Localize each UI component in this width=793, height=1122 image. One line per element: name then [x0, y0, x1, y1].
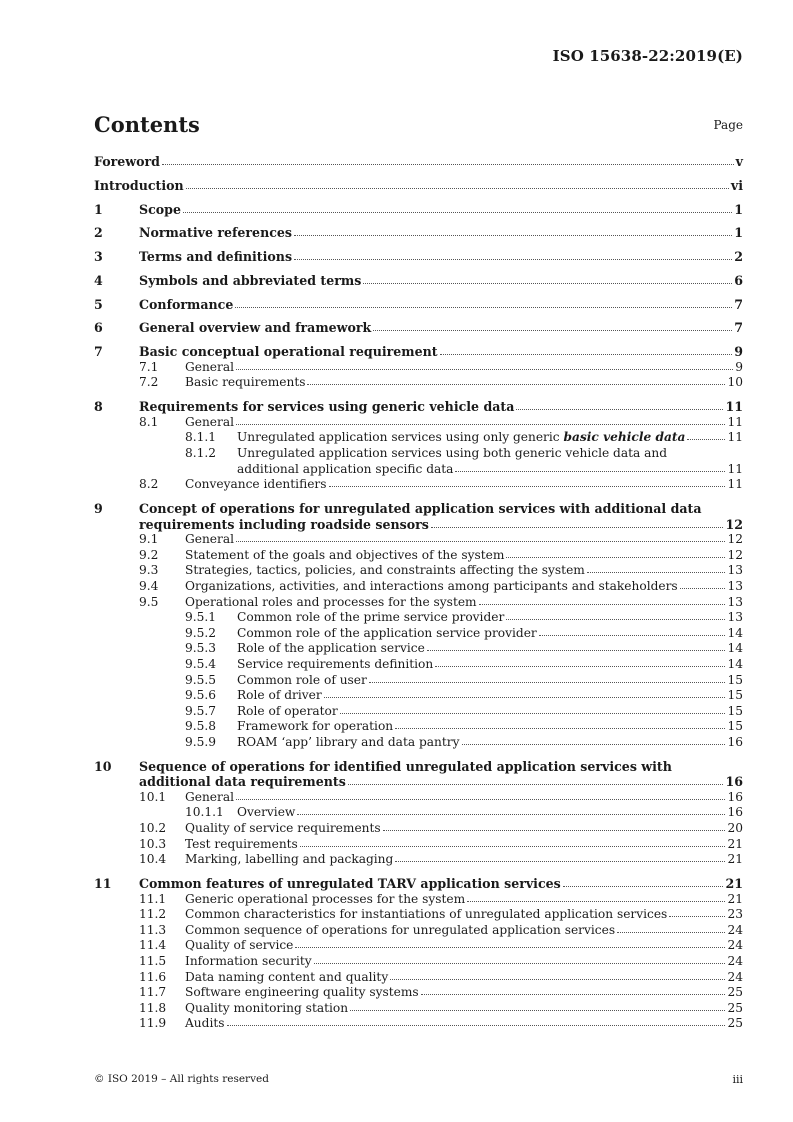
toc-entry-number: 9.5.6	[185, 688, 217, 703]
toc-entry[interactable]	[94, 375, 743, 391]
dot-leader	[227, 1025, 726, 1026]
toc-entry[interactable]	[94, 837, 743, 853]
toc-entry-title	[185, 954, 312, 970]
toc-entry-page: 14	[727, 625, 743, 640]
toc-entry-number: 10.4	[139, 852, 167, 867]
dot-leader	[390, 979, 725, 980]
toc-entry-title	[185, 477, 327, 493]
dot-leader	[421, 994, 726, 995]
toc-entry-title	[185, 837, 298, 853]
toc-entry-title	[237, 805, 295, 821]
toc-entry-number: 8.1	[139, 414, 159, 429]
toc-entry-title-text: Test requirements	[185, 836, 298, 851]
toc-entry-title	[185, 985, 419, 1001]
toc-entry-title-cont: additional data requirements	[139, 774, 346, 790]
toc-entry[interactable]	[94, 938, 743, 954]
toc-entry-number: 11.4	[139, 938, 167, 953]
toc-entry-title	[185, 1001, 348, 1017]
toc-entry[interactable]	[94, 360, 743, 376]
dot-leader	[687, 439, 725, 440]
toc-entry-title-text: Basic conceptual operational requirement	[139, 344, 438, 360]
dot-leader	[395, 861, 725, 862]
toc-entry-page: 21	[727, 852, 743, 867]
toc-entry-page: 6	[734, 272, 743, 288]
toc-entry-page: 12	[727, 547, 743, 562]
toc-entry-title-text: Symbols and abbreviated terms	[139, 272, 362, 288]
toc-entry-title	[237, 610, 504, 626]
toc-entry-number: 8.2	[139, 477, 159, 492]
dot-leader	[383, 830, 726, 831]
toc-entry-page: 9	[734, 344, 743, 360]
toc-entry-page: 24	[727, 969, 743, 984]
toc-entry-page: 15	[727, 719, 743, 734]
toc-entry-title-text: Overview	[237, 805, 296, 820]
toc-entry-number: 9.3	[139, 563, 159, 578]
dot-leader	[373, 330, 732, 331]
toc-entry-title	[185, 532, 234, 548]
toc-entry-title	[185, 970, 388, 986]
toc-entry-title-text: Requirements for services using generic vehicle data	[139, 399, 515, 415]
dot-leader	[539, 635, 726, 636]
toc-entry-title-text: Operational roles and processes for the system	[185, 594, 477, 609]
toc-entry[interactable]	[94, 344, 743, 360]
dot-leader	[348, 784, 724, 785]
toc-entry-page: 25	[727, 985, 743, 1000]
toc-entry-title-text: Service requirements definition	[237, 656, 434, 671]
toc-entry-number: 9.5.1	[185, 610, 217, 625]
toc-entry-number: 9.5.4	[185, 656, 217, 671]
toc-entry-number: 11.8	[139, 1000, 167, 1015]
toc-entry-number: 9.5	[139, 594, 159, 609]
toc-entry-number: 11.9	[139, 1016, 167, 1031]
toc-entry-number: 9.1	[139, 532, 159, 547]
toc-entry-number: 9.4	[139, 578, 159, 593]
toc-entry-title	[185, 907, 667, 923]
toc-entry[interactable]	[94, 805, 743, 821]
dot-leader	[236, 799, 725, 800]
toc-entry-number: 5	[94, 296, 103, 312]
toc-entry-number: 8.1.2	[185, 446, 217, 460]
toc-entry[interactable]	[94, 688, 743, 704]
toc-entry-title-text: Statement of the goals and objectives of the system	[185, 547, 505, 562]
toc-entry-title	[139, 202, 181, 218]
dot-leader	[294, 235, 732, 236]
dot-leader	[235, 307, 732, 308]
toc-entry[interactable]	[94, 563, 743, 579]
toc-entry-title	[185, 548, 504, 564]
toc-entry-title-text: Common characteristics for instantiations of unregulated application services	[185, 907, 668, 922]
toc-entry-number: 10.2	[139, 821, 167, 836]
toc-entry-title	[185, 821, 381, 837]
page-title: Contents	[94, 112, 200, 137]
toc-entry-page: 25	[727, 1016, 743, 1031]
toc-entry-number: 9.5.9	[185, 734, 217, 749]
toc-entry-title-cont: additional application specific data	[237, 461, 454, 476]
toc-entry[interactable]	[94, 532, 743, 548]
dot-leader	[431, 527, 724, 528]
toc-entry[interactable]	[94, 548, 743, 564]
toc-entry-title-text: Audits	[185, 1016, 225, 1031]
dot-leader	[297, 814, 725, 815]
toc-entry-title-text: Basic requirements	[185, 375, 306, 390]
document-id: ISO 15638-22:2019(E)	[552, 47, 743, 65]
toc-entry-title	[185, 563, 585, 579]
toc-entry-title-text: General	[185, 532, 234, 547]
toc-entry-title	[185, 360, 234, 376]
toc-entry-number: 11.3	[139, 922, 167, 937]
toc-entry-number: 11.5	[139, 953, 167, 968]
toc-entry-title	[185, 415, 234, 431]
toc-entry-page: 16	[725, 774, 743, 790]
dot-leader	[462, 744, 726, 745]
toc-entry-page: 13	[727, 610, 743, 625]
toc-entry[interactable]	[94, 852, 743, 868]
toc-entry-title-text: Common role of the application service provider	[237, 625, 537, 640]
toc-entry[interactable]	[94, 415, 743, 431]
dot-leader	[563, 886, 724, 887]
toc-entry-number: 10.3	[139, 836, 167, 851]
toc-entry-page: 10	[727, 375, 743, 390]
toc-entry-title-text: General	[185, 414, 234, 429]
dot-leader	[300, 846, 726, 847]
toc-entry-page: 12	[725, 516, 743, 532]
toc-entry-title	[94, 154, 160, 170]
toc-entry-title	[185, 1016, 225, 1032]
dot-leader	[295, 947, 725, 948]
toc-entry-number: 7.1	[139, 359, 159, 374]
toc-entry-page: vi	[730, 177, 743, 193]
dot-leader	[324, 697, 726, 698]
dot-leader	[440, 354, 733, 355]
toc-entry-title	[139, 249, 292, 265]
toc-entry-page: 21	[725, 876, 743, 891]
toc-entry[interactable]	[94, 501, 743, 532]
table-of-contents	[94, 154, 743, 1032]
toc-entry-page: 12	[727, 532, 743, 547]
toc-entry-title	[139, 399, 514, 415]
toc-entry-title-text: Quality monitoring station	[185, 1000, 349, 1015]
toc-entry-title-text: Role of driver	[237, 688, 322, 703]
toc-entry-title	[185, 892, 465, 908]
toc-entry-title-text: General	[185, 359, 234, 374]
toc-entry-title-text: Organizations, activities, and interactions among participants and stakeholders	[185, 578, 678, 593]
toc-entry-page: 14	[727, 656, 743, 671]
toc-entry-title	[139, 225, 292, 241]
toc-entry-page: 7	[734, 296, 743, 312]
toc-entry-title-text: Conformance	[139, 296, 234, 312]
toc-entry[interactable]	[94, 595, 743, 611]
toc-entry[interactable]	[94, 657, 743, 673]
toc-entry-title-text: Marking, labelling and packaging	[185, 852, 394, 867]
dot-leader	[427, 650, 726, 651]
toc-entry-page: 16	[727, 734, 743, 749]
toc-entry-page: 11	[727, 461, 743, 476]
toc-entry-title-text: Common role of user	[237, 672, 367, 687]
dot-leader	[314, 963, 726, 964]
toc-entry-title	[237, 735, 460, 751]
toc-entry[interactable]	[94, 178, 743, 194]
dot-leader	[236, 541, 725, 542]
toc-entry-title-emphasis: basic vehicle data	[563, 430, 686, 445]
toc-entry-number: 3	[94, 249, 103, 265]
dot-leader	[479, 604, 726, 605]
toc-entry-title-cont: requirements including roadside sensors	[139, 516, 429, 532]
toc-entry[interactable]	[94, 610, 743, 626]
toc-entry-page: 15	[727, 688, 743, 703]
toc-entry-title-text: Information security	[185, 953, 312, 968]
toc-entry-number: 11.1	[139, 891, 167, 906]
toc-entry[interactable]	[94, 1016, 743, 1032]
dot-leader	[680, 588, 726, 589]
dot-leader	[395, 728, 725, 729]
toc-entry-number: 10.1.1	[185, 805, 224, 820]
toc-entry-page: 1	[734, 225, 743, 241]
toc-entry-title-text: Framework for operation	[237, 719, 394, 734]
toc-entry[interactable]	[94, 320, 743, 336]
toc-entry[interactable]	[94, 154, 743, 170]
toc-entry-page: 1	[734, 201, 743, 217]
toc-entry-title-text: Common sequence of operations for unregulated application services	[185, 922, 616, 937]
toc-entry-page: 20	[727, 821, 743, 836]
toc-entry-number: 2	[94, 225, 103, 241]
toc-entry-page: 24	[727, 938, 743, 953]
page-number: iii	[732, 1073, 743, 1086]
toc-entry-number: 9.5.3	[185, 641, 217, 656]
dot-leader	[183, 212, 732, 213]
toc-entry[interactable]	[94, 225, 743, 241]
dot-leader	[506, 619, 725, 620]
toc-entry-number: 11.7	[139, 985, 167, 1000]
toc-entry-page: 7	[734, 320, 743, 336]
toc-entry-number: 9.2	[139, 547, 159, 562]
page-column-label: Page	[713, 118, 743, 132]
toc-entry-page: 2	[734, 249, 743, 265]
toc-entry[interactable]	[94, 735, 743, 751]
toc-entry-page: 11	[727, 414, 743, 429]
toc-entry-title	[139, 344, 438, 360]
dot-leader	[340, 713, 726, 714]
toc-entry[interactable]	[94, 297, 743, 313]
toc-entry[interactable]	[94, 892, 743, 908]
toc-entry-title: Sequence of operations for identified unregulated application services with	[139, 758, 672, 774]
toc-entry-title-text: Normative references	[139, 225, 293, 241]
toc-entry-title-text: Terms and definitions	[139, 249, 293, 265]
toc-entry[interactable]	[94, 626, 743, 642]
toc-entry-title-text: Scope	[139, 201, 181, 217]
toc-entry-title	[139, 320, 371, 336]
toc-entry-number: 4	[94, 272, 103, 288]
toc-entry-title-text: Foreword	[94, 154, 160, 169]
toc-entry[interactable]	[94, 907, 743, 923]
toc-entry-title	[237, 657, 433, 673]
dot-leader	[467, 901, 725, 902]
toc-entry-title	[237, 688, 322, 704]
toc-entry-page: 11	[727, 477, 743, 492]
toc-entry-title	[185, 375, 305, 391]
toc-entry-title	[237, 704, 338, 720]
toc-entry-title	[237, 641, 425, 657]
toc-entry-page: 16	[727, 805, 743, 820]
toc-entry[interactable]	[94, 790, 743, 806]
toc-entry-page: 23	[727, 907, 743, 922]
toc-entry-page: v	[735, 154, 743, 169]
toc-entry-title	[139, 876, 561, 892]
toc-entry-title	[185, 938, 293, 954]
toc-entry-title-text: General overview and framework	[139, 320, 372, 336]
toc-entry[interactable]	[94, 446, 743, 477]
toc-entry-number: 8.1.1	[185, 430, 217, 445]
toc-entry[interactable]	[94, 923, 743, 939]
toc-entry[interactable]	[94, 876, 743, 892]
dot-leader	[506, 557, 725, 558]
dot-leader	[294, 259, 732, 260]
copyright-notice: © ISO 2019 – All rights reserved	[94, 1073, 269, 1085]
toc-entry-title-text: Role of operator	[237, 703, 338, 718]
toc-entry-title-text: Quality of service	[185, 938, 294, 953]
toc-entry-page: 13	[727, 594, 743, 609]
toc-entry-number: 11	[94, 876, 112, 891]
toc-entry-title	[94, 178, 184, 194]
dot-leader	[350, 1010, 725, 1011]
toc-entry-number: 1	[94, 201, 103, 217]
toc-entry-title-text: Role of the application service	[237, 641, 425, 656]
toc-entry-page: 25	[727, 1000, 743, 1015]
toc-entry-title	[139, 273, 361, 289]
toc-entry-title-text: Software engineering quality systems	[185, 985, 419, 1000]
toc-entry-page: 24	[727, 953, 743, 968]
toc-entry-title	[185, 579, 678, 595]
dot-leader	[455, 471, 725, 472]
toc-entry-title	[185, 852, 393, 868]
toc-entry-page: 11	[725, 399, 743, 415]
dot-leader	[516, 409, 723, 410]
toc-entry-number: 9	[94, 500, 103, 516]
toc-entry[interactable]	[94, 399, 743, 415]
toc-entry-title-text: Common features of unregulated TARV application services	[139, 876, 561, 891]
toc-entry-title	[237, 430, 685, 446]
dot-leader	[363, 283, 732, 284]
toc-entry-title-text: ROAM ‘app’ library and data pantry	[237, 734, 460, 749]
dot-leader	[186, 188, 729, 189]
toc-entry[interactable]	[94, 719, 743, 735]
toc-entry[interactable]	[94, 202, 743, 218]
toc-entry-title-text: Data naming content and quality	[185, 969, 389, 984]
toc-entry-page: 13	[727, 578, 743, 593]
toc-entry-number: 7.2	[139, 375, 159, 390]
toc-entry-title	[237, 719, 393, 735]
toc-entry-title: Concept of operations for unregulated application services with additional data	[139, 500, 702, 516]
toc-entry[interactable]	[94, 273, 743, 289]
dot-leader	[236, 369, 733, 370]
toc-entry-number: 8	[94, 399, 103, 415]
toc-entry-title-text: Conveyance identifiers	[185, 477, 327, 492]
toc-entry-number: 7	[94, 344, 103, 360]
toc-entry-title-text: Quality of service requirements	[185, 821, 381, 836]
toc-entry[interactable]	[94, 1001, 743, 1017]
toc-entry-page: 21	[727, 891, 743, 906]
dot-leader	[669, 916, 725, 917]
dot-leader	[307, 384, 725, 385]
toc-entry-page: 15	[727, 703, 743, 718]
dot-leader	[369, 682, 726, 683]
toc-entry-number: 10	[94, 758, 112, 774]
toc-entry[interactable]	[94, 430, 743, 446]
toc-entry[interactable]	[94, 954, 743, 970]
toc-entry-number: 11.2	[139, 907, 167, 922]
toc-entry[interactable]	[94, 673, 743, 689]
toc-entry-page: 13	[727, 563, 743, 578]
toc-entry[interactable]	[94, 970, 743, 986]
toc-entry[interactable]	[94, 821, 743, 837]
toc-entry[interactable]	[94, 477, 743, 493]
toc-entry-title-text: Introduction	[94, 177, 184, 193]
toc-entry-title-text: Common role of the prime service provider	[237, 610, 505, 625]
toc-entry[interactable]	[94, 249, 743, 265]
toc-entry[interactable]	[94, 759, 743, 790]
toc-entry-title-text: Unregulated application services using only generic	[237, 430, 560, 445]
toc-entry-number: 6	[94, 320, 103, 336]
toc-entry-page: 11	[727, 430, 743, 445]
toc-entry-page: 15	[727, 672, 743, 687]
toc-entry[interactable]	[94, 579, 743, 595]
toc-entry-title	[185, 923, 615, 939]
dot-leader	[587, 572, 726, 573]
toc-entry-title-text: General	[185, 789, 234, 804]
toc-entry[interactable]	[94, 641, 743, 657]
dot-leader	[162, 164, 734, 165]
dot-leader	[236, 424, 725, 425]
toc-entry-number: 9.5.2	[185, 625, 217, 640]
toc-entry-page: 16	[727, 789, 743, 804]
toc-entry[interactable]	[94, 985, 743, 1001]
toc-entry-title	[139, 297, 233, 313]
toc-entry-title	[185, 595, 477, 611]
toc-entry-title-text: Generic operational processes for the system	[185, 891, 466, 906]
toc-entry-title	[237, 673, 367, 689]
toc-entry-title: Unregulated application services using both generic vehicle data and	[237, 446, 668, 460]
toc-entry-number: 9.5.7	[185, 703, 217, 718]
toc-entry-page: 9	[735, 359, 743, 374]
toc-entry-number: 10.1	[139, 789, 167, 804]
toc-entry-page: 14	[727, 641, 743, 656]
toc-entry-number: 11.6	[139, 969, 167, 984]
toc-entry-page: 24	[727, 922, 743, 937]
dot-leader	[435, 666, 725, 667]
dot-leader	[617, 932, 725, 933]
toc-entry-title-text: Strategies, tactics, policies, and constraints affecting the system	[185, 563, 585, 578]
dot-leader	[329, 486, 726, 487]
toc-entry-title	[185, 790, 234, 806]
toc-entry-number: 9.5.5	[185, 672, 217, 687]
toc-entry-page: 21	[727, 836, 743, 851]
toc-entry-number: 9.5.8	[185, 719, 217, 734]
toc-entry-title	[237, 626, 537, 642]
toc-entry[interactable]	[94, 704, 743, 720]
